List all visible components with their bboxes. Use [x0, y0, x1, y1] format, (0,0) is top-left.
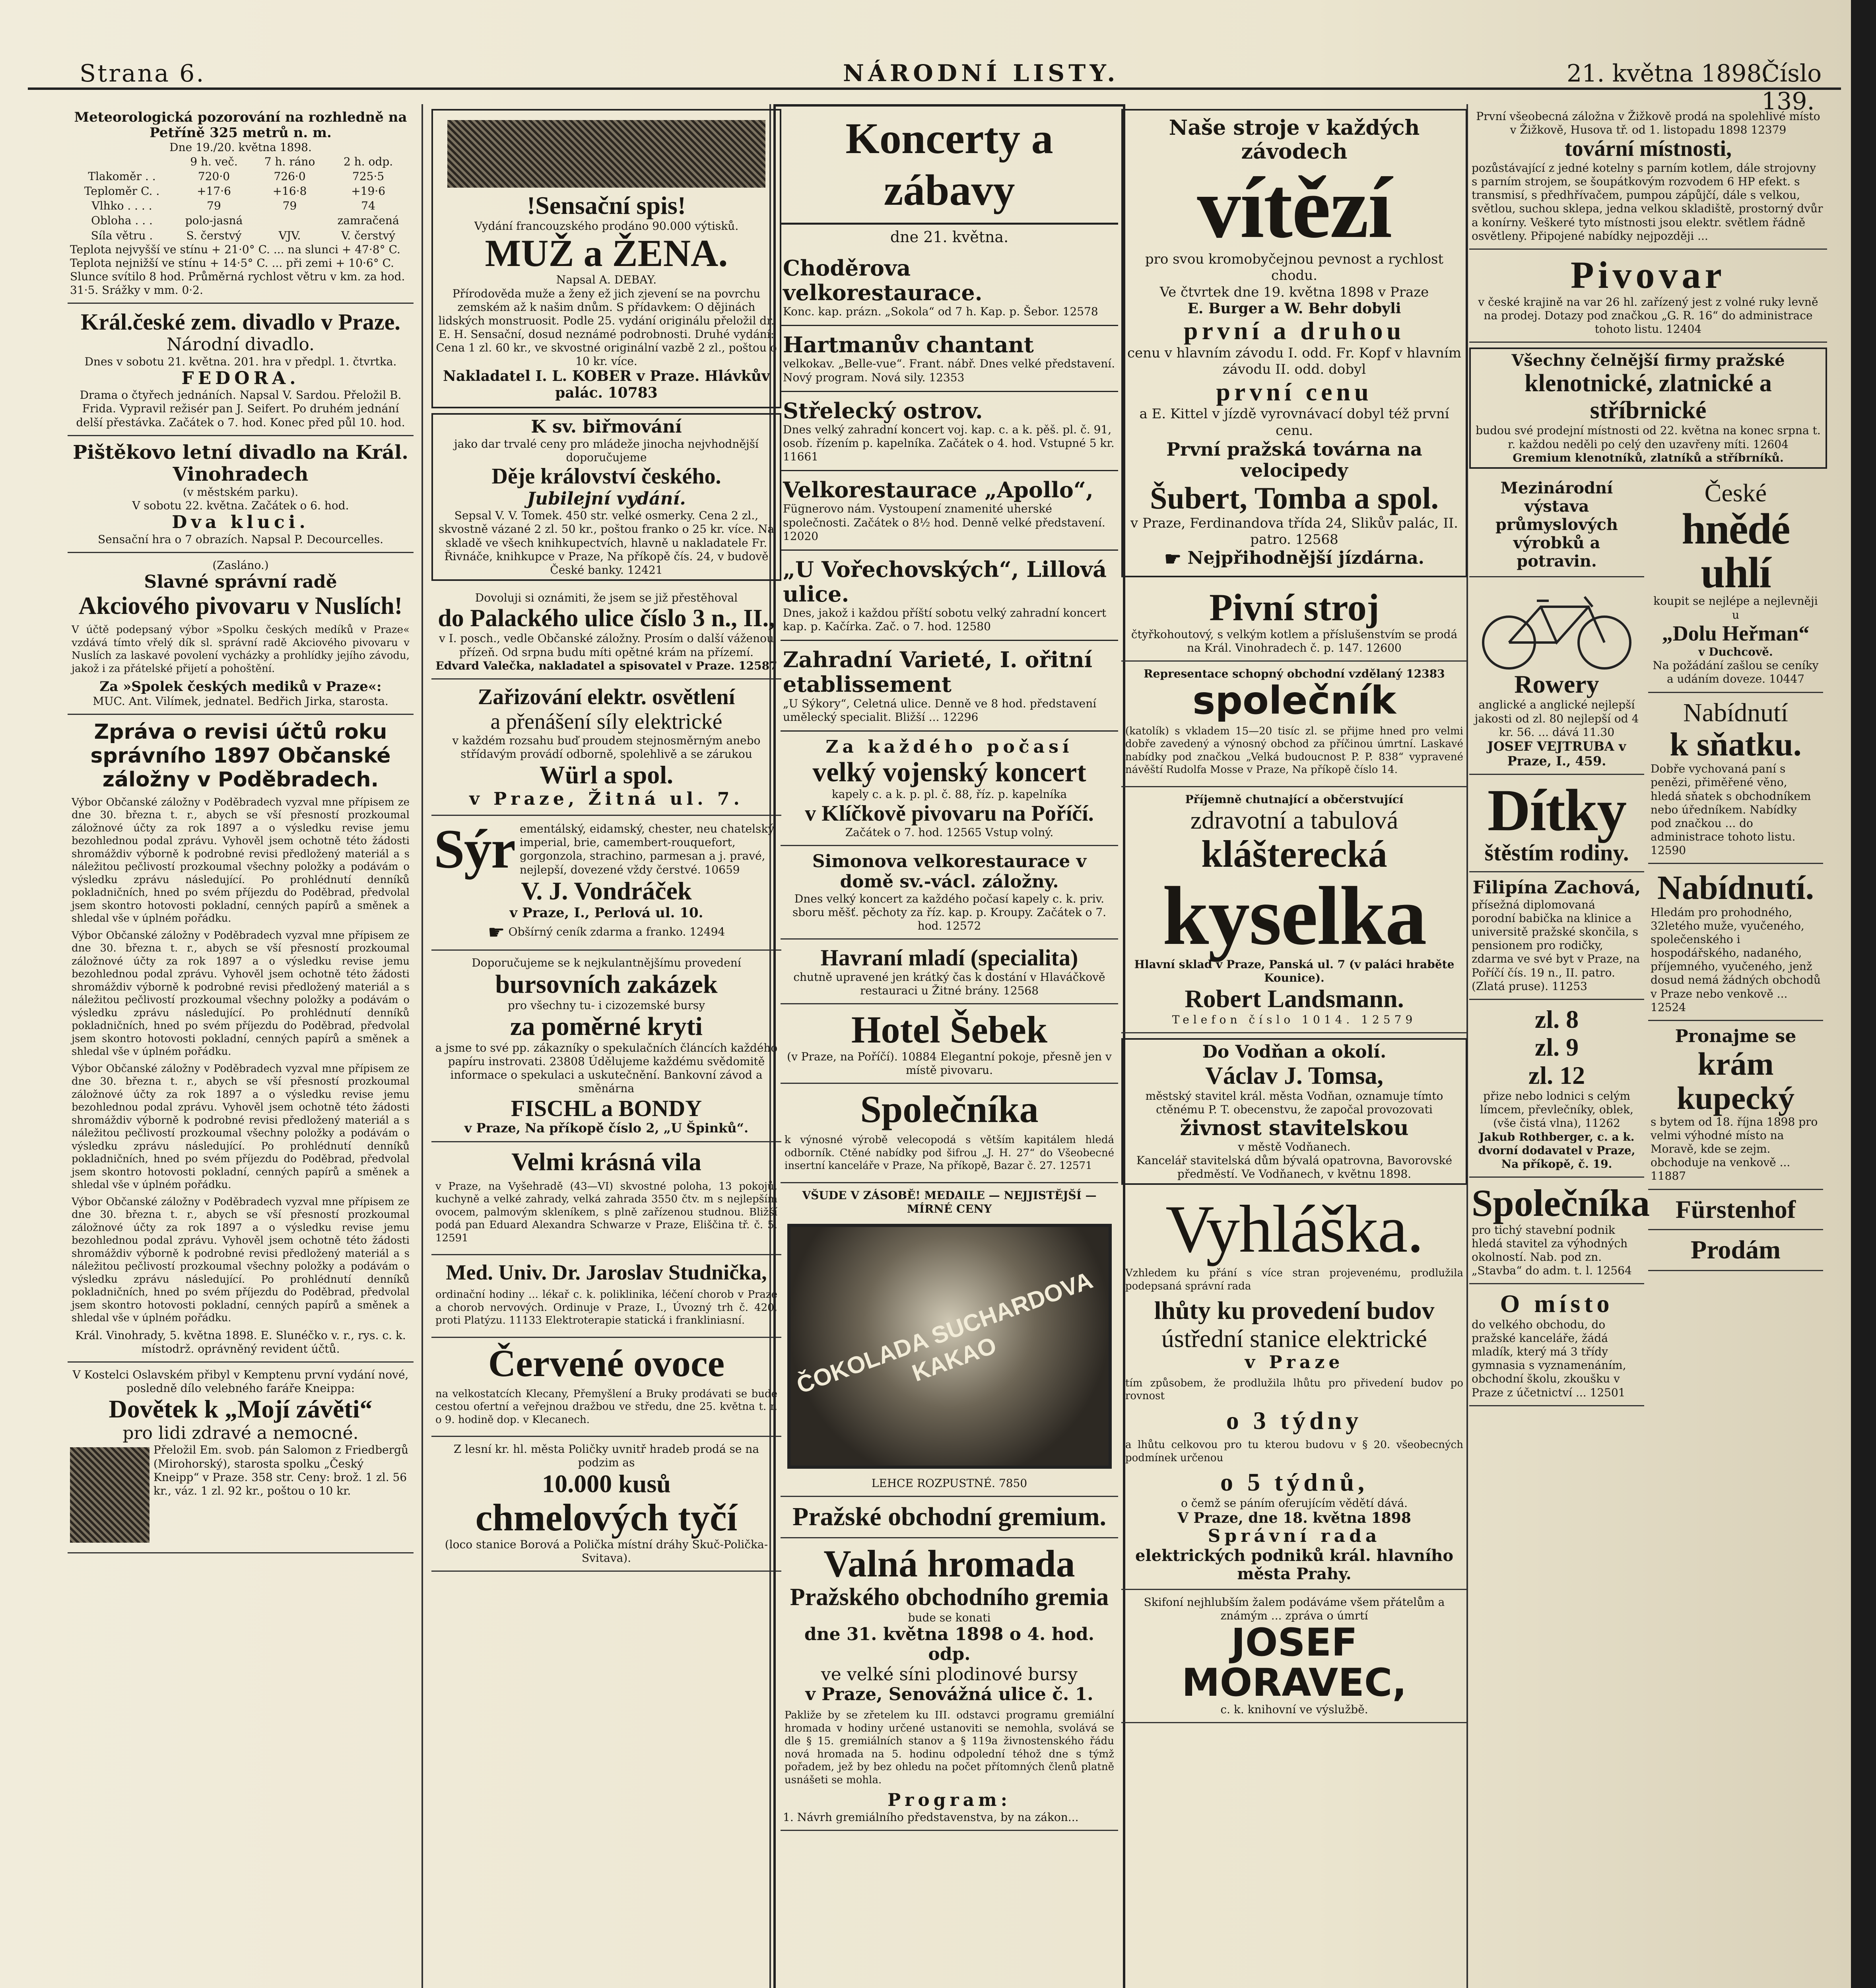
vojensky-koncert-ad	[781, 732, 1118, 846]
havrani-text: chutně upravené jen krátký čas k dostání v Hlaváčkově restauraci u Žitné brány. 12568	[793, 970, 1105, 997]
o5tydnu: o 5 týdnů,	[1220, 1468, 1369, 1497]
vondracek-name: V. J. Vondráček	[521, 877, 692, 905]
hotel-title: Hotel Šebek	[851, 1008, 1048, 1051]
kram-text: s bytem od 18. října 1898 pro velmi výhodné místo na Moravě, kde se zejm. obchoduje na venkově ... 11887	[1651, 1115, 1818, 1183]
simonova-ad	[781, 846, 1118, 940]
masthead	[28, 16, 1841, 115]
fischl-name: FISCHL a BONDY	[511, 1095, 702, 1121]
chmelovych: chmelových tyčí	[475, 1496, 738, 1539]
program: Program:	[888, 1790, 1011, 1811]
left-subcolumn	[1469, 474, 1650, 1406]
rothberger-ad	[1469, 1000, 1644, 1178]
fischl-address: v Praze, Na příkopě číslo 2, „U Špinků“.	[464, 1120, 749, 1136]
pivni-stroj-ad	[1121, 582, 1467, 662]
tomsa-ad	[1121, 1038, 1467, 1185]
issue-date: 21. května 1898.	[1567, 60, 1769, 87]
column-2	[431, 104, 781, 1988]
pivovar-ad	[1469, 250, 1827, 343]
table-row: 9 h. več. 7 h. ráno 2 h. odp.	[190, 155, 393, 169]
ceske: České	[1704, 478, 1767, 507]
theatre-sub: Národní divadlo.	[166, 334, 315, 355]
hlavni-sklad: Hlavní sklad v Praze, Panská ul. 7 (v paláci hraběte Kounice).	[1134, 958, 1455, 985]
nabidnuti2-title: Nabídnutí.	[1657, 868, 1814, 907]
konati: bude se konati	[908, 1611, 991, 1624]
column-rule	[421, 104, 423, 1988]
valna-hromada-ad	[781, 1538, 1118, 1831]
newspaper-title: NÁRODNÍ LISTY.	[843, 60, 1119, 87]
column-4	[1121, 104, 1467, 1988]
doveteck-text: Přeložil Em. svob. pán Salomon z Friedbergů (Mirohorský), starosta spolku „Český Kneipp“ v Praze. 358 str. Ceny: brož. 1 zl. 56 kr., váz. 1 zl. 92 kr., poštou o 10 kr.	[153, 1443, 409, 1497]
dne31: dne 31. května 1898 o 4. hod. odp.	[804, 1624, 1095, 1665]
rowery-text: anglické a anglické nejlepší jakosti od zl. 80 nejlepší od 4 kr. 56. ... dává 11.30	[1474, 698, 1639, 739]
moravec-sub: c. k. knihovní ve výslužbě.	[1220, 1703, 1368, 1716]
suchard-chocolate-ad	[781, 1183, 1118, 1497]
prvni-tovarna: První pražská továrna na velocipedy	[1166, 439, 1422, 481]
o3tydny: o 3 týdny	[1226, 1406, 1363, 1435]
valna-title: Valná hromada	[823, 1542, 1075, 1585]
zl12: zl. 12	[1528, 1061, 1585, 1089]
jizdarna: ☛ Nejpřihodnější jízdárna.	[1164, 547, 1424, 570]
za-pomerne: za poměrné kryti	[510, 1012, 703, 1041]
ustredni: ústřední stanice elektrické	[1161, 1324, 1427, 1353]
za-pomerne-text: a jsme to své pp. zákazníky o spekulačních článcích každého papíru instrovati. 23808 Údělujeme každému svědomitě informace o spekulaci a uskutečnění. Bankovní závod a směnárna	[435, 1041, 778, 1095]
representace: Representace schopný obchodní vzdělaný 12383	[1144, 667, 1445, 680]
entry-title: Choděrova velkorestaurace.	[783, 255, 983, 306]
page-edge-shadow	[1851, 0, 1876, 1988]
nabid2-text: Hledám pro prohodného, 32letého muže, vyučeného, společenského i hospodářského, nadaného, příjemného, vyučeného, jenž dosud nemá žádných obchodů v Praze nebo venkově ... 12524	[1651, 905, 1821, 1014]
program-1: 1. Návrh gremiálního představenstva, by na zákon...	[783, 1810, 1079, 1824]
column-5	[1469, 104, 1827, 1988]
sv-text: Sepsal V. V. Tomek. 450 str. velké osmerky. Cena 2 zl., skvostně vázané 2 zl. 50 kr., poštou franko o 25 kr. více. Na skladě ve všech knihkupectvích, hlavně u nakladatele Fr. Řivnáče, knihkupce v Praze, Na příkopě čís. 24, v budově České banky. 12421	[438, 509, 775, 577]
entry-title: Velkorestaurace „Apollo“,	[783, 477, 1093, 503]
havrani-title: Havraní mladí (specialita)	[820, 944, 1078, 971]
entry-text: Konc. kap. prázn. „Sokola“ od 7 h. Kap. p. Šebor. 12578	[783, 305, 1098, 318]
sensacni-title: !Sensační spis!	[526, 191, 686, 219]
table-row: Síla větru . S. čerstvý VJV. V. čerstvý	[91, 229, 396, 242]
o-misto-ad	[1469, 1284, 1644, 1406]
rowery-title: Rowery	[1514, 670, 1599, 698]
prenaseni: a přenášení síly elektrické	[490, 709, 722, 734]
havrani-ad	[781, 940, 1118, 1004]
furstenhof-title: Fürstenhof	[1675, 1195, 1796, 1223]
deje-title: Děje království českého.	[491, 464, 721, 489]
vyhlaska-text: Vzhledem ku přání s více stran projevenému, prodlužila podepsaná správní rada	[1125, 1267, 1463, 1292]
doveteck-title: Dovětek k „Mojí závěti“	[109, 1395, 373, 1423]
kancelar: Kancelář stavitelská dům bývalá opatrovna, Bavorovské předměstí. Ve Vodňanech, v květnu 1898.	[1136, 1154, 1453, 1181]
klenot-text: budou své prodejní místnosti od 22. května na konec srpna t. r. každou neděli po celý den uzavřeny míti. 12604	[1476, 424, 1821, 451]
choc-foot: LEHCE ROZPUSTNÉ. 7850	[871, 1476, 1027, 1490]
v-praze-dne: V Praze, dne 18. května 1898	[1177, 1509, 1411, 1526]
vejtruba: JOSEF VEJTRUBA v Praze, I., 459.	[1487, 738, 1626, 769]
list-item	[781, 551, 1118, 641]
coal-ad	[1648, 474, 1823, 693]
napsal: Napsal A. DEBAY.	[556, 273, 657, 287]
pistek-desc: Sensační hra o 7 obrazích. Napsal P. Decourcelles.	[98, 533, 383, 546]
palacke-move-notice	[431, 586, 781, 679]
kittel: a E. Kittel v jízdě vyrovnávací dobyl též první cenu.	[1139, 406, 1449, 439]
biřmování-ad	[431, 413, 781, 581]
theatre-notice	[68, 304, 414, 436]
cervene-text: na velkostatcích Klecany, Přemyšlení a Bruky prodávati se bude cestou ofertní a veřejnou dražbou ve středu, dne 25. května t. r. o 9. hodině dop. v Klecanech.	[435, 1388, 777, 1426]
chmel-sub: (loco stanice Borová a Polička místní dráhy Skuč-Polička-Svitava).	[445, 1538, 768, 1565]
lhutu: lhůty ku provedení budov	[1154, 1296, 1435, 1325]
zprava-text: Výbor Občanské záložny v Poděbradech vyzval mne přípisem ze dne 30. března t. r., abych se vší přesností prozkoumal záložnové účty za rok 1897 a o výsledku revise jemu bezohlednou podal zprávu. Vyhověl jsem ochotně této žádosti shromáždiv výborně k podrobné revisi předložený materiál a s náležitou pečlivostí prozkoumal všechny položky a podávám o výsledku zprávu následující. Po prohlédnutí denníků pokladničních, hned po svém příjezdu do Poděbrad, předvolal jsem skontro hotovosti pokladní, cenných papírů a směnek a shledal vše v úplném pořádku.	[72, 796, 410, 925]
meteo-title: Meteorologická pozorování na rozhledně na Petříně 325 metrů n. m.	[74, 109, 407, 141]
med-univ: Med. Univ. Dr. Jaroslav Studnička,	[446, 1260, 767, 1285]
subert: Šubert, Tomba a spol.	[1150, 480, 1439, 515]
paklize: Pakliže by se zřetelem ku III. odstavci programu gremiální hromada v hodiny určené ustanoviti se nemohla, svolává se dle § 15. gremiálních stanov a § 119a živnostenského řádu nová hromada na 5. hodinu odpolední téhož dne s týmž pořadem, jež by bez ohledu na počet přítomných členů platně usnášeti se mohla.	[785, 1709, 1114, 1786]
hnede-uhli: hnědé uhlí	[1682, 505, 1790, 597]
kram-title: krám kupecký	[1676, 1045, 1795, 1116]
prodam-title: Prodám	[1690, 1235, 1781, 1264]
pivovar-title: Pivovar	[1571, 253, 1726, 296]
spolecnik-text: (katolík) s vkladem 15—20 tisíc zl. se přijme hned pro velmi dobře zavedený a výnosný obchod za příčinou úmrtní. Laskavé nabídky pod značkou „Velká budoucnost P. P. 838“ vypravené návěští Rudolfa Mosse v Praze, Na příkopě číslo 14.	[1125, 725, 1463, 776]
wurl-name: Würl a spol.	[539, 761, 674, 789]
gremium: Gremium klenotníků, zlatníků a stříbrníků.	[1513, 451, 1784, 464]
entry-title: „U Vořechovských“, Lillová ulice.	[783, 556, 1107, 607]
zivnost: živnost stavitelskou	[1180, 1116, 1409, 1141]
vodnanech: v městě Vodňanech.	[1238, 1140, 1351, 1153]
spolecnika-stavba-ad	[1469, 1178, 1650, 1284]
klasterecka: klášterecká	[1201, 833, 1387, 876]
syr-title: Sýr	[434, 818, 515, 880]
nabid-text: Dobře vychovaná paní s penězi, přiměřené věno, hledá sňatek s obchodníkem nebo úředníkem. Nabídky pod značkou ... do administrace tohoto listu. 12590	[1651, 762, 1811, 857]
chmel-ad	[431, 1437, 781, 1572]
column-1	[68, 104, 414, 1988]
column-3-concerts	[773, 104, 1125, 1988]
bicycle-icon	[1473, 583, 1640, 670]
akciove-text: V účtě podepsaný výbor »Spolku českých medíků v Praze« vzdává tímto vřelý dík sl. správní radě Akciového pivovaru v Nuslích za laskavé povolení vycházky a prohlídky jejího závodu, jakož i za přátelské přijetí a pohoštění.	[72, 624, 410, 675]
cervene-title: Červené ovoce	[488, 1342, 725, 1384]
chocolate-stamp-illustration	[787, 1224, 1112, 1469]
gremium-header	[781, 1497, 1118, 1538]
velocipede-ad	[1121, 109, 1467, 577]
sv-title: K sv. biřmování	[531, 417, 682, 437]
pointing-hand-icon: ☛	[1164, 547, 1182, 570]
villa-ad	[431, 1142, 781, 1255]
burger: E. Burger a W. Behr dobyli	[1187, 300, 1401, 317]
spolecnika-text: k výnosné výrobě velecopodá s větším kapitálem hledá odborník. Ctěné nabídky pod šifrou „J. H. 27“ do Všeobecné insertní kanceláře v Praze, Na příkopě, Bazar č. 27. 12571	[785, 1134, 1114, 1172]
theatre-title: Král.české zem. divadlo v Praze.	[81, 309, 400, 335]
syr-text: ementálský, eidamský, chester, neu chatelský, imperial, brie, camembert-rouquefort, gorgonzola, strachino, parmesan a j. pravé, nejlepší, dovezené vždy čerstvé. 10659	[520, 822, 777, 876]
nakladatel: Nakladatel I. L. KOBER v Praze. Hlávkův palác. 10783	[443, 368, 770, 401]
tovarni-mistnosti-ad	[1469, 104, 1827, 250]
meteo-table	[70, 154, 411, 243]
pistek-play: Dva kluci.	[172, 512, 309, 533]
issue-number: Číslo 139.	[1761, 60, 1822, 115]
filipina-title: Filipína Zachová,	[1472, 878, 1641, 898]
hotel-sebek-ad	[781, 1004, 1118, 1084]
simonova-text: Dnes velký koncert za každého počasí kapely c. k. priv. sboru měšť. pěchoty za říz. kap. p. Kroupy. Začátek o 7. hod. 12572	[792, 892, 1107, 932]
robert: Robert Landsmann.	[1185, 984, 1404, 1013]
entry-title: Zahradní Varieté, I. ořitní etablissement	[783, 647, 1093, 697]
meteo-extra: Teplota nejvyšší ve stínu + 21·0° C. ... na slunci + 47·8° C. Teplota nejnižší ve stínu + 14·5° C. ... při zemi + 10·6° C. Slunce svítilo 8 hod. Průměrná rychlost větru v km. za hod. 31·5. Srážky v mm. 0·2.	[70, 243, 405, 297]
duchcove: v Duchcově.	[1698, 645, 1773, 659]
split-row	[1469, 474, 1827, 1406]
entry-text: Dnes, jakož i každou příští sobotu velký zahradní koncert kap. p. Kačírka. Zač. o 7. hod. 12580	[783, 606, 1107, 633]
zaslano: (Zasláno.)	[212, 559, 269, 572]
zprava-title: Zpráva o revisi účtů roku správního 1897 Občanské záložny v Poděbradech.	[90, 720, 391, 792]
prvni-druhou: první a druhou	[1183, 316, 1405, 345]
skifoni: Skifoní nejhlubším žalem podáváme všem přátelům a známým ... zpráva o úmrtí	[1144, 1595, 1445, 1622]
electric-light-ad	[431, 679, 781, 816]
kusu: 10.000 kusů	[542, 1469, 671, 1498]
pistek-theatre-notice	[68, 436, 414, 553]
zprava-text-3: Výbor Občanské záložny v Poděbradech vyzval mne přípisem ze dne 30. března t. r., abych se vší přesností prozkoumal záložnové účty za rok 1897 a o výsledku revise jemu bezohlednou podal zprávu. Vyhověl jsem ochotně této žádosti shromáždiv výborně k podrobné revisi předložený materiál a s náležitou pečlivostí prozkoumal všechny položky a podávám o výsledku zprávu následující. Po prohlédnutí denníků pokladničních, hned po svém příjezdu do Poděbrad, předvolal jsem skontro hotovosti pokladní, cenných papírů a směnek a shledal vše v úplném pořádku.	[72, 1062, 410, 1191]
pistek-title: Pištěkovo letní divadlo na Král. Vinohradech	[73, 441, 408, 485]
prodam-ad	[1648, 1230, 1823, 1272]
elektricky: elektrických podniků král. hlavního města Prahy.	[1135, 1546, 1454, 1583]
kazdou: Za každého počasí	[825, 736, 1073, 757]
spolecnik-ad	[1121, 662, 1467, 787]
zacatek: Začátek o 7. hod. 12565 Vstup volný.	[845, 826, 1054, 839]
klickovo: v Klíčkově pivovaru na Poříčí.	[805, 801, 1094, 826]
akciovy-pivovar-notice	[68, 553, 414, 715]
list-item	[781, 641, 1118, 732]
o-misto-text: do velkého obchodu, do pražské kanceláře, žádá mladík, který má 3 třídy gymnasia s vyznamenáním, obchodní školu, zkoušku v Praze z účetnictví ... 12501	[1472, 1318, 1626, 1399]
mezinarodni: Mezinárodní výstava průmyslových výrobků a potravin.	[1495, 478, 1618, 571]
prvni-vseob: První všeobecná záložna v Žižkově prodá na spolehlivé místo v Žižkově, Husova tř. od 1. listopadu 1898 12379	[1476, 110, 1820, 137]
filipina-text: přísežná diplomovaná porodní babička na klinice a universitě pražské skončila, s pensionem pro rodičky, zdarma ve své byt v Praze, na Poříčí čís. 19 n., II. patro. (Zlatá pruse). 11253	[1472, 898, 1640, 993]
pivni-title: Pivní stroj	[1209, 586, 1379, 629]
pistek-line: V sobotu 22. května. Začátek o 6. hod.	[132, 499, 349, 513]
lhutu-celkovou: a lhůtu celkovou pro tu kterou budovu v § 20. všeobecných podmínek určenou	[1125, 1439, 1463, 1464]
jakub: Jakub Rothberger, c. a k. dvorní dodavatel v Praze, Na příkopě, č. 19.	[1478, 1130, 1635, 1171]
pointing-hand-icon: ☛	[487, 921, 505, 944]
vyhlaska-notice	[1121, 1190, 1467, 1590]
rowery-ad	[1469, 577, 1644, 775]
kostelec-text: V Kostelci Oslavském přibyl v Kemptenu první vydání nové, posledně dílo velebného faráře Kneippa:	[72, 1368, 409, 1395]
doveteck-sub: pro lidi zdravé a nemocné.	[122, 1423, 359, 1443]
tomsa: Václav J. Tomsa,	[1205, 1062, 1383, 1089]
tovarni: tovární místnosti,	[1565, 136, 1732, 161]
kyselka-ad	[1121, 787, 1467, 1033]
studnicka-text: ordinační hodiny ... lékař c. k. poliklinika, léčení chorob v Praze a chorob nervových. Ordinuje v Praze, I., Úvozný trh č. 420, proti Platýzu. 11133 Elektroterapie statická i frankliniasní.	[435, 1289, 777, 1327]
prazskeho: Pražského obchodního gremia	[790, 1584, 1109, 1611]
entry-text: Dnes velký zahradní koncert voj. kap. c. a k. pěš. pl. č. 91, osob. řízením p. kapelníka. Začátek o 4. hod. Vstupné 5 kr. 11661	[783, 423, 1115, 464]
skull-banner-illustration	[447, 120, 765, 188]
hotel-sub: (v Praze, na Poříčí). 10884 Elegantní pokoje, přesně jen v místě pivovaru.	[787, 1050, 1112, 1077]
spolecnika-ad	[781, 1084, 1118, 1183]
koncerty-date: dne 21. května.	[890, 228, 1009, 246]
kouptit: koupit se nejlépe a nejlevněji u	[1653, 594, 1818, 621]
bursovnich: bursovních zakázek	[495, 969, 718, 999]
filipina-ad	[1469, 872, 1644, 1000]
v-praze: v Praze	[1245, 1352, 1344, 1373]
choc-text: ČOKOLADA SUCHARDOVA KAKAO	[793, 1266, 1096, 1399]
theatre-line: Dnes v sobotu 21. května. 201. hra v předpl. 1. čtvrtka.	[84, 355, 397, 368]
right-subcolumn	[1648, 474, 1823, 1406]
spolecnika-title: Společníka	[860, 1088, 1039, 1131]
zprava-text-4: Výbor Občanské záložny v Poděbradech vyzval mne přípisem ze dne 30. března t. r., abych se vší přesností prozkoumal záložnové účty za rok 1897 a o výsledku revise jemu bezohlednou podal zprávu. Vyhověl jsem ochotně této žádosti shromáždiv výborně k podrobné revisi předložený materiál a s náležitou pečlivostí prozkoumal všechny položky a podávám o výsledku zprávu následující. Po prohlédnutí denníků pokladničních, hned po svém příjezdu do Poděbrad, předvolal jsem skontro hotovosti pokladní, cenných papírů a směnek a shledal vše v úplném pořádku.	[72, 1196, 410, 1324]
spolek-names: MUC. Ant. Vilímek, jednatel. Bedřich Jirka, starosta.	[93, 695, 388, 708]
o-misto-title: O místo	[1500, 1289, 1614, 1318]
list-item	[781, 392, 1118, 472]
velke-sini: ve velké síni plodinové bursy	[821, 1664, 1078, 1685]
kromobycejnou: pro svou kromobyčejnou pevnost a rychlost chodu.	[1145, 251, 1444, 284]
dolu-heřman: „Dolu Heřman“	[1662, 621, 1810, 645]
velmi-text: v Praze, na Vyšehradě (43—VI) skvostné poloha, 13 pokojů, kuchyně a velké zahrady, velká zahrada 3550 čtv. m s nejlepším ovocem, palmovým skleníkem, s plně zařízenou studnou. Bližší podá pan Eduard Alexandra Schwarze v Praze, Eliščina tř. č. 5. 12591	[435, 1180, 777, 1244]
cheese-ad	[431, 816, 781, 951]
slavne-title: Slavné správní radě	[144, 572, 337, 592]
prvni-cenu: první cenu	[1216, 377, 1373, 406]
palacke-sub: v I. posch., vedle Občanské záložny. Prosím o další váženou přízeň. Od srpna budu míti opětné krám na přízemí.	[439, 632, 774, 659]
klenotnici-notice	[1469, 348, 1827, 469]
klenotnicke: klenotnické, zlatnické a stříbrnické	[1524, 370, 1772, 424]
muz-zena-title: MUŽ a ŽENA.	[485, 231, 728, 274]
bursovni-ad	[431, 951, 781, 1142]
pronajme: Pronajme se	[1675, 1026, 1796, 1046]
zlesni: Z lesní kr. hl. města Poličky uvnitř hradeb prodá se na podzim as	[453, 1442, 759, 1470]
list-item	[781, 249, 1118, 326]
spolecnika-text: pro tichý stavební podnik hledá stavitel za výhodných okolností. Nab. pod zn. „Stavba“ do adm. t. l. 12564	[1472, 1223, 1632, 1277]
hlavnim: cenu v hlavním závodu I. odd. Fr. Kopf v hlavním závodu II. odd. dobyl	[1127, 345, 1461, 378]
zl-text: přize nebo lodnici s celým límcem, převlečníky, oblek, (vše čistá vlna), 11262	[1480, 1089, 1633, 1130]
doporucujeme: Doporučujeme se k nejkulantnějšímu provedení	[472, 956, 741, 970]
velmi-title: Velmi krásná vila	[511, 1147, 701, 1176]
list-item	[781, 326, 1118, 392]
meteo-report	[68, 104, 414, 304]
cennik: ☛ Obšírný ceník zdarma a franko. 12494	[487, 921, 725, 944]
furstenhof-ad	[1648, 1190, 1823, 1230]
josef-moravec: JOSEF MORAVEC,	[1182, 1620, 1407, 1705]
zarizovani-text: v každém rozsahu buď proudem stejnosměrným anebo střídavým provádí odborně, spolehlivě a se zárukou	[452, 734, 761, 761]
theatre-desc: Drama o čtyřech jednáních. Napsal V. Sardou. Přeložil B. Frida. Vypravil režisér pan J. Seifert. Po druhém jednání delší přestávka. Začátek o 7. hod. Konec před půl 10. hod.	[76, 388, 405, 429]
cemz: o čemž se páním oferujícím vědětí dává.	[1181, 1496, 1408, 1510]
revision-report	[68, 715, 414, 1363]
telefon: Telefon číslo 1014. 12579	[1172, 1013, 1417, 1026]
spolecnik-title: společník	[1192, 678, 1396, 723]
ctvrtek: Ve čtvrtek dne 19. května 1898 v Praze	[1159, 284, 1429, 300]
entry-title: Střelecký ostrov.	[783, 398, 983, 423]
prijemne: Příjemně chutnající a občerstvující	[1185, 792, 1404, 806]
prazske-gremium: Pražské obchodní gremium.	[792, 1502, 1106, 1531]
stestim: štěstím rodiny.	[1484, 840, 1629, 866]
tomsa-text: městský stavitel král. města Vodňan, oznamuje tímto ctěnému P. T. obecenstvu, že započal provozovati	[1145, 1089, 1443, 1116]
jubilejni: Jubilejní vydání.	[527, 488, 686, 509]
pivni-text: čtyřkohoutový, s velkým kotlem a příslušenstvím se prodá na Král. Vinohradech č. p. 147. 12600	[1131, 627, 1458, 654]
moravec-obituary	[1121, 1590, 1467, 1723]
studnicka-ad	[431, 1255, 781, 1338]
nabidnuti-2-ad	[1648, 864, 1823, 1021]
vondracek-address: v Praze, I., Perlová ul. 10.	[509, 905, 703, 921]
pivovar-text: v české krajině na var 26 hl. zařízený jest z volné ruky levně na prodej. Dotazy pod značkou „G. R. 16“ do administrace tohoto listu. 12404	[1478, 295, 1818, 336]
zl9: zl. 9	[1534, 1033, 1579, 1062]
table-row: Tlakoměr . . 720·0 726·0 725·5	[88, 170, 385, 183]
vystava-ad	[1469, 474, 1644, 577]
zprava-text-2: Výbor Občanské záložny v Poděbradech vyzval mne přípisem ze dne 30. března t. r., abych se vší přesností prozkoumal záložnové účty za rok 1897 a o výsledku revise jemu bezohlednou podal zprávu. Vyhověl jsem ochotně této žádosti shromáždiv výborně k podrobné revisi předložený materiál a s náležitou pečlivostí prozkoumal všechny položky a podávám o výsledku zprávu následující. Po prohlédnutí denníků pokladničních, hned po svém příjezdu do Poděbrad, předvolal jsem skontro hotovosti pokladní, cenných papírů a směnek a shledal vše v úplném pořádku.	[72, 929, 410, 1058]
list-item	[781, 471, 1118, 551]
entry-text: „U Sýkory“, Celetná ulice. Denně ve 8 hod. představení umělecký specialit. Bližší ... 12296	[783, 697, 1097, 724]
nabidnuti-title: Nabídnutí	[1683, 698, 1788, 727]
ditky-ad	[1469, 775, 1644, 872]
tim-zpusobem: tím způsobem, že prodlužila lhůtu pro přivedení budov po rovnost	[1125, 1377, 1463, 1402]
pro-vecny: pro všechny tu- i cizozemské bursy	[507, 999, 705, 1012]
k-snatku: k sňatku.	[1670, 726, 1802, 763]
nase-stroje: Naše stroje v každých závodech	[1169, 116, 1420, 164]
koncerty-title: Koncerty a zábavy	[781, 107, 1118, 225]
table-row: Teploměr C. . +17·6 +16·8 +19·6	[84, 184, 386, 198]
spolek-label: Za »Spolek českých mediků v Praze«:	[99, 679, 382, 695]
vsechny: Všechny čelnější firmy pražské	[1511, 351, 1785, 370]
do-vodnan: Do Vodňan a okolí.	[1202, 1042, 1387, 1062]
tovarni-text: pozůstávající z jedné kotelny s parním kotlem, dále strojovny s parním strojem, se šoupátkovým rozvodem 6 HP efekt. s transmisí, s předhřívačem, pumpou zápůjčí, dále s velkou, světlou, suchou sklepa, jedna velkou skladiště, prostorný dvůr a konírny. Veškeré tyto místnosti jsou elektr. světlem řádně osvětleny. Připojené nabídky nejpozději ...	[1472, 161, 1823, 243]
wurl-address: v Praze, Žitná ul. 7.	[469, 788, 744, 809]
valecka: Edvard Valečka, nakladatel a spisovatel v Praze. 12587	[435, 659, 777, 672]
vojensky: velký vojenský koncert	[812, 757, 1086, 788]
kapely: kapely c. a k. p. pl. č. 88, říz. p. kapelníka	[831, 788, 1067, 801]
dolu-text: Na požádání zašlou se ceníky a udáním doveze. 10447	[1653, 659, 1819, 686]
theatre-play: FEDORA.	[181, 368, 300, 388]
spolecnika-title: Společníka	[1472, 1182, 1650, 1224]
vydani-line: Vydání francouzského prodáno 90.000 výtisků.	[474, 219, 739, 233]
kyselka: kyselka	[1162, 870, 1426, 963]
kneipp-book-ad	[68, 1363, 414, 1553]
nabidnuti-snatek-ad	[1648, 693, 1823, 864]
zprava-sign: Král. Vinohrady, 5. května 1898. E. Slunéčko v. r., rys. c. k. místodrž. oprávněný revident účtů.	[75, 1328, 406, 1355]
cervene-ovoce-ad	[431, 1338, 781, 1437]
akciove-title: Akciového pivovaru v Nuslích!	[78, 592, 403, 619]
ditky-title: Dítky	[1487, 777, 1626, 844]
meteo-date: Dne 19./20. května 1898.	[169, 141, 312, 154]
vyhlaska-title: Vyhláška.	[1165, 1192, 1423, 1267]
entry-title: Hartmanův chantant	[783, 332, 1034, 358]
zl8: zl. 8	[1534, 1005, 1579, 1033]
zarizovani: Zařizování elektr. osvětlení	[478, 684, 735, 709]
choc-ring-text: VŠUDE V ZÁSOBĚ! MEDAILE — NEJJISTĚJŠÍ — MÍRNÉ CENY	[802, 1188, 1097, 1215]
senovazna: v Praze, Senovážná ulice č. 1.	[805, 1684, 1093, 1705]
table-row: Vlhko . . . . 79 79 74	[91, 199, 375, 213]
spravni-rada: Správní rada	[1208, 1526, 1381, 1547]
entry-text: Fügnerovo nám. Vystoupení znamenité uherské společnosti. Začátek o 8½ hod. Denně velké představení. 12020	[783, 502, 1105, 543]
muz-zena-ad	[431, 109, 781, 408]
subert-address: v Praze, Ferdinandova třída 24, Slikův palác, II. patro. 12568	[1130, 515, 1458, 548]
vitezi: vítězí	[1197, 159, 1392, 256]
portrait-illustration	[70, 1447, 150, 1543]
table-row: Obloha . . . polo-jasná zamračená	[91, 214, 399, 227]
palacke-address: do Palackého ulice číslo 3 n., II.,	[438, 605, 775, 632]
simonova-title: Simonova velkorestaurace v domě sv.-václ. záložny.	[812, 851, 1087, 892]
sv-sub: jako dar trvalé ceny pro mládeže jinocha nejvhodnější doporučujeme	[454, 437, 759, 464]
dovoluji: Dovoluji si oznámiti, že jsem se již přestěhoval	[475, 591, 738, 605]
pistek-sub: (v městském parku).	[183, 485, 299, 499]
zdravotni: zdravotní a tabulová	[1190, 806, 1398, 834]
muz-desc: Přírodověda muže a ženy ež jich zjevení se na povrchu zemském až k našim dnům. S přídavkem: O dějinách lidských monstruosit. Podle 25. vydání originálu přeložil dr. E. H. Sensační, dosud neznámé podrobnosti. Druhé vydání: Cena 1 zl. 60 kr., ve skvostné originální vazbě 2 zl., poštou o 10 kr. více.	[436, 287, 777, 368]
entry-text: velkokav. „Belle-vue“. Frant. nábř. Dnes velké představení. Nový program. Nová sily. 12353	[783, 357, 1115, 384]
kram-ad	[1648, 1021, 1823, 1190]
page-number: Strana 6.	[80, 60, 206, 87]
